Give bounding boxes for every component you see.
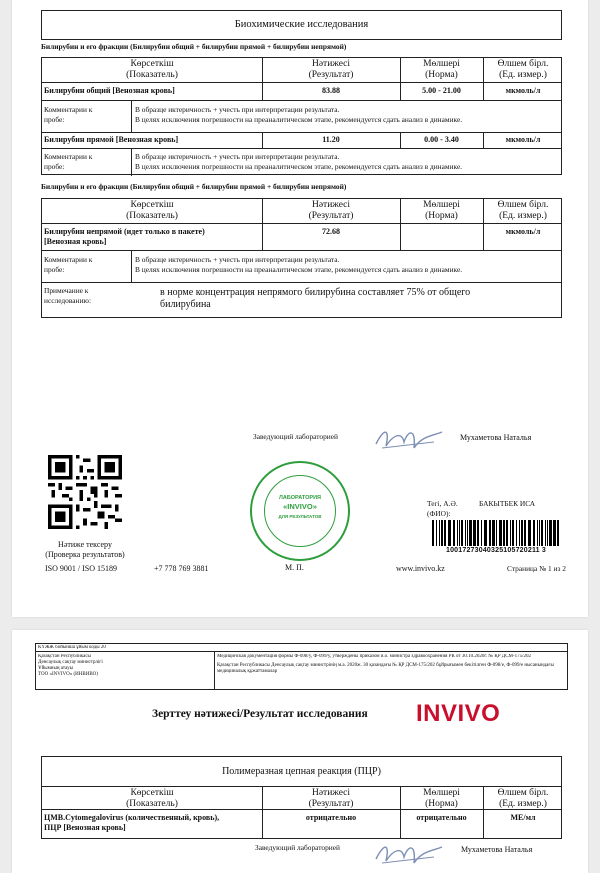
barcode-bar (549, 520, 552, 546)
row-cmv-norm: отрицательно (416, 813, 467, 822)
barcode-bar (484, 520, 487, 546)
comment-text: В образце иктеричность + учесть при интерпретации результата. В целях исключения погрешности на преаналитическом этапе, рекомендуется сдать анализ в динамике. (135, 152, 463, 171)
col-norm-header: Мөлшері (Норма) (423, 200, 460, 221)
head-lab-name: Мухаметова Наталья (460, 433, 532, 442)
row-direct-bilirubin-unit: мкмоль/л (505, 135, 541, 144)
barcode-bar (457, 520, 458, 546)
row-indirect-bilirubin-name: Билирубин непрямой (идет только в пакете) [Венозная кровь] (44, 227, 205, 246)
barcode-bar (467, 520, 468, 546)
barcode-bar (557, 520, 559, 546)
barcode-bar (444, 520, 446, 546)
barcode-bar (510, 520, 511, 546)
barcode-bar (539, 520, 540, 546)
phone-number: +7 778 769 3881 (154, 564, 209, 573)
pcr-title-box (41, 756, 562, 787)
barcode-bar (459, 520, 460, 546)
barcode-bar (477, 520, 479, 546)
form-code: КҮЖЖ бойынша ұйым коды 20 (38, 645, 106, 650)
barcode-bar (465, 520, 466, 546)
stamp-label: М. П. (285, 563, 304, 572)
section-title: Биохимические исследования (234, 19, 369, 30)
col-norm-header: Мөлшері (Норма) (423, 788, 460, 809)
website-link[interactable]: www.invivo.kz (396, 564, 445, 573)
stamp-line-2: «INVIVO» (283, 502, 317, 511)
barcode-bar (439, 520, 440, 546)
barcode-bar (528, 520, 531, 546)
barcode-bar (473, 520, 476, 546)
form-header-box (35, 643, 568, 690)
barcode-bar (503, 520, 505, 546)
qr-code[interactable] (48, 455, 122, 529)
barcode-bar (537, 520, 538, 546)
barcode-bar (496, 520, 497, 546)
signature (372, 424, 452, 454)
barcode-bar (521, 520, 523, 546)
pcr-section-title: Полимеразная цепная реакция (ПЦР) (222, 766, 381, 777)
result-page-2 (12, 630, 588, 873)
comment-label: Комментарии к пробе: (44, 255, 93, 274)
barcode-bar (524, 520, 526, 546)
results-table-1 (41, 57, 562, 175)
barcode-bar (541, 520, 543, 546)
page-number: Страница № 1 из 2 (507, 564, 566, 573)
col-unit-header: Өлшем бірл. (Ед. измер.) (497, 200, 549, 221)
barcode-bar (469, 520, 472, 546)
row-cmv-name: ЦМВ.Cytomegalovirus (количественный, кровь), ПЦР [Венозная кровь] (44, 813, 220, 832)
row-direct-bilirubin-name: Билирубин прямой [Венозная кровь] (44, 135, 179, 144)
group1-title: Билирубин и его фракции (Билирубин общий + билирубин прямой + билирубин непрямой) (41, 42, 347, 51)
row-total-bilirubin-result: 83.88 (322, 86, 340, 95)
result-page-1 (12, 0, 588, 617)
row-indirect-bilirubin-unit: мкмоль/л (505, 227, 541, 236)
patient-name: БАКЫТБЕК ИСА (479, 499, 536, 508)
note-text: в норме концентрация непрямого билирубина составляет 75% от общего билирубина (160, 287, 471, 310)
barcode-bar (545, 520, 546, 546)
barcode (432, 520, 560, 546)
barcode-bar (512, 520, 514, 546)
comment-label: Комментарии к пробе: (44, 152, 93, 171)
comment-text: В образце иктеричность + учесть при интерпретации результата. В целях исключения погрешности на преаналитическом этапе, рекомендуется сдать анализ в динамике. (135, 105, 463, 124)
row-indirect-bilirubin-result: 72.68 (322, 227, 340, 236)
stamp-line-3: ДЛЯ РЕЗУЛЬТАТОВ (278, 514, 322, 519)
col-unit-header: Өлшем бірл. (Ед. измер.) (497, 788, 549, 809)
barcode-bar (481, 520, 482, 546)
row-total-bilirubin-norm: 5.00 - 21.00 (422, 86, 461, 95)
results-table-2 (41, 198, 562, 318)
row-cmv-unit: МЕ/мл (510, 813, 536, 822)
signature (372, 837, 452, 867)
barcode-number: 10017273040325105720211 3 (446, 547, 546, 554)
barcode-bar (489, 520, 491, 546)
col-unit-header: Өлшем бірл. (Ед. измер.) (497, 59, 549, 80)
barcode-bar (441, 520, 443, 546)
section-title-box (41, 10, 562, 40)
barcode-bar (499, 520, 502, 546)
note-label: Примечание к исследованию: (44, 286, 91, 305)
qr-caption: Нәтиже тексеру (Проверка результатов) (45, 540, 125, 559)
ministry-block: Қазақстан Республикасы Денсаулық сақтау министрлігі Ұйымның атауы ТОО «INVIVO» (ИНВИВО) (38, 654, 103, 677)
barcode-bar (506, 520, 508, 546)
row-total-bilirubin-name: Билирубин общий [Венозная кровь] (44, 86, 175, 95)
col-norm-header: Мөлшері (Норма) (423, 59, 460, 80)
head-lab-label: Заведующий лабораторией (255, 843, 340, 852)
patient-label: Тегі, А.Ә. (ФИО): (427, 499, 458, 518)
invivo-logo: INVIVO (416, 700, 501, 727)
head-lab-name: Мухаметова Наталья (461, 845, 533, 854)
barcode-bar (492, 520, 495, 546)
comment-text: В образце иктеричность + учесть при интерпретации результата. В целях исключения погрешности на преаналитическом этапе, рекомендуется сдать анализ в динамике. (135, 255, 463, 274)
barcode-bar (461, 520, 463, 546)
barcode-bar (553, 520, 556, 546)
form-approval-block: Медицинская документация формы Ф-098/у, Ф-099/у, утверждены приказом и.о. министра здравоохранения РК от 30.10.2020г. № ҚР ДСМ-175/202 Қазақстан Республикасы Денсаулық сақтау министрінің м.а. 2020ж. 30 қазандағы № ҚР ДСМ-175/202 бұйрығымен бекітілген Ф-098/е, Ф-099/е нысанындағы медициналық құжаттамалар (217, 654, 554, 674)
row-cmv-result: отрицательно (305, 813, 357, 822)
group2-title: Билирубин и его фракции (Билирубин общий + билирубин прямой + билирубин непрямой) (41, 182, 347, 191)
stamp-line-1: ЛАБОРАТОРИЯ (278, 495, 322, 501)
barcode-bar (519, 520, 520, 546)
row-direct-bilirubin-norm: 0.00 - 3.40 (424, 135, 459, 144)
iso-label: ISO 9001 / ISO 15189 (45, 564, 118, 573)
barcode-bar (547, 520, 548, 546)
col-indicator-header: Көрсеткіш (Показатель) (126, 788, 178, 809)
barcode-bar (448, 520, 451, 546)
col-indicator-header: Көрсеткіш (Показатель) (126, 200, 178, 221)
row-direct-bilirubin-result: 11.20 (322, 135, 340, 144)
barcode-bar (453, 520, 455, 546)
row-total-bilirubin-unit: мкмоль/л (505, 86, 541, 95)
col-indicator-header: Көрсеткіш (Показатель) (126, 59, 178, 80)
results-title: Зерттеу нәтижесі/Результат исследования (152, 708, 368, 720)
comment-label: Комментарии к пробе: (44, 105, 93, 124)
barcode-bar (516, 520, 517, 546)
col-result-header: Нәтижесі (Результат) (308, 59, 354, 80)
barcode-bar (436, 520, 437, 546)
barcode-bar (432, 520, 434, 546)
head-lab-label: Заведующий лабораторией (253, 432, 338, 441)
barcode-bar (533, 520, 535, 546)
col-result-header: Нәтижесі (Результат) (308, 788, 354, 809)
pcr-results-table (41, 787, 562, 839)
col-result-header: Нәтижесі (Результат) (308, 200, 354, 221)
lab-stamp (250, 461, 350, 561)
